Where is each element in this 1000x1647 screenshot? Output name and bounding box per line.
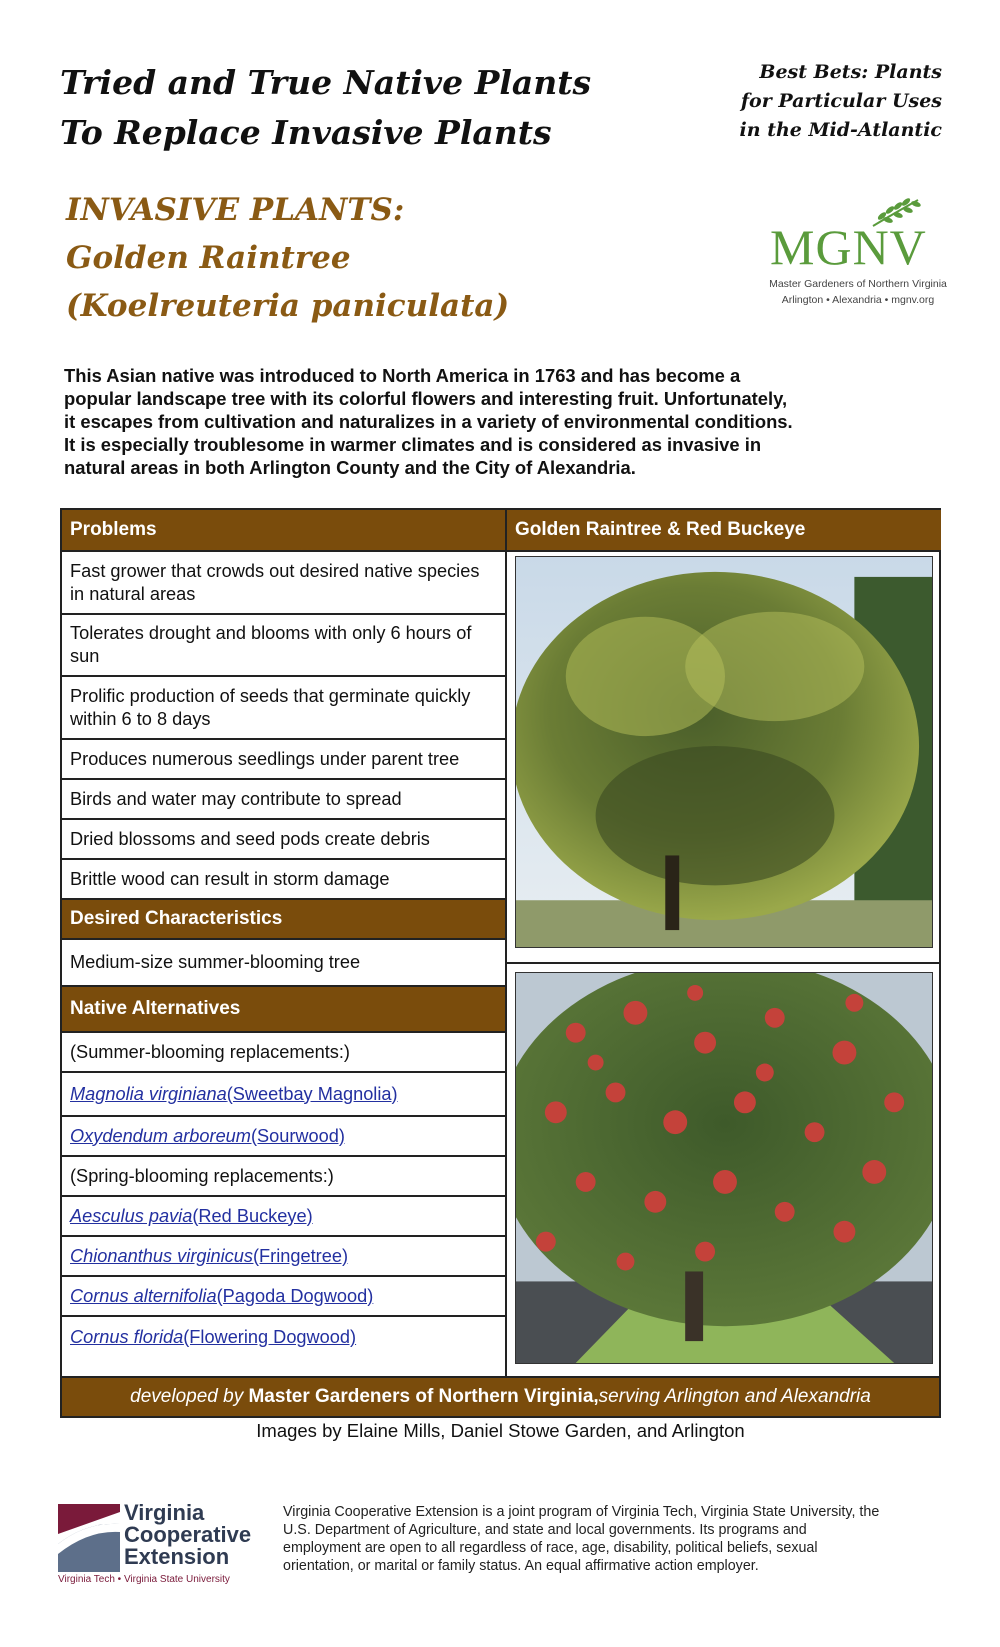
alternative-sci-name: Oxydendum arboreum [70,1125,251,1146]
table-right-column [505,510,941,1378]
alternative-link-red-buckeye[interactable] [62,1197,505,1237]
vce-name-line-3: Extension [124,1544,230,1569]
alternative-link-pagoda-dogwood[interactable] [62,1277,505,1317]
alternative-sci-name: Chionanthus virginicus [70,1245,253,1266]
plant-common-name: Golden Raintree [66,240,351,276]
alternative-common-name: (Pagoda Dogwood) [216,1285,374,1306]
desired-characteristic-row: Medium-size summer-blooming tree [62,940,505,987]
images-header: Golden Raintree & Red Buckeye [507,510,941,552]
title-line-2: To Replace Invasive Plants [60,113,552,152]
alternative-common-name: (Sweetbay Magnolia) [226,1083,398,1104]
alternative-link-flowering-dogwood[interactable] [62,1317,505,1358]
summer-replacements-label: (Summer-blooming replacements:) [62,1033,505,1073]
vce-disclaimer: Virginia Cooperative Extension is a joint program of Virginia Tech, Virginia State University, the U.S. Department of Agriculture, and state and local governments. Its programs and employment are open to all regardless of race, age, disability, political beliefs, sexual orientation, or marital or family status. An equal affirmative action employer. [283,1504,880,1574]
alternative-sci-name: Magnolia virginiana [70,1083,227,1104]
mgnv-logo-locations: Arlington • Alexandria • mgnv.org [781,294,935,306]
best-bets-line-2: for Particular Uses [740,90,942,112]
best-bets-line-1: Best Bets: Plants [759,61,942,83]
mgnv-logo-subtitle: Master Gardeners of Northern Virginia [769,278,947,290]
intro-line-1: This Asian native was introduced to North America in 1763 and has become a [64,365,741,386]
red-buckeye-photo [515,972,933,1364]
plant-scientific-name: (Koelreuteria paniculata) [66,288,510,324]
vce-logo [58,1500,258,1585]
mgnv-logo [758,196,958,316]
alternative-common-name: (Red Buckeye) [192,1205,313,1226]
invasive-label: INVASIVE PLANTS: [66,192,405,228]
alternative-common-name: (Fringetree) [253,1245,349,1266]
spring-replacements-label: (Spring-blooming replacements:) [62,1157,505,1197]
title-line-1: Tried and True Native Plants [60,63,592,102]
invasive-plant-heading [66,186,509,330]
info-table [60,508,941,1418]
developed-by-label: developed by [130,1386,244,1407]
table-left-column [62,510,505,1358]
alternative-link-fringetree[interactable] [62,1237,505,1277]
best-bets-tagline [682,58,942,145]
problem-row: Birds and water may contribute to spread [62,780,505,820]
vce-name-line-2: Cooperative [124,1522,252,1547]
mgnv-org-name: Master Gardeners of Northern Virginia, [248,1386,599,1407]
desired-characteristics-header: Desired Characteristics [62,900,505,940]
best-bets-line-3: in the Mid-Atlantic [739,119,942,141]
problem-row: Prolific production of seeds that germinate quickly within 6 to 8 days [62,677,505,740]
intro-line-2: popular landscape tree with its colorful flowers and interesting fruit. Unfortunately, [64,388,788,409]
problem-row: Produces numerous seedlings under parent tree [62,740,505,780]
problem-row: Fast grower that crowds out desired native species in natural areas [62,552,505,615]
vce-name [124,1502,251,1568]
vce-name-line-1: Virginia [124,1500,205,1525]
serving-label: serving Arlington and Alexandria [598,1386,871,1407]
image-credits: Images by Elaine Mills, Daniel Stowe Garden, and Arlington [256,1420,745,1441]
problem-row: Dried blossoms and seed pods create debris [62,820,505,860]
alternative-sci-name: Aesculus pavia [70,1205,193,1226]
intro-line-4: It is especially troublesome in warmer climates and is considered as invasive in [64,434,762,455]
alternative-sci-name: Cornus alternifolia [70,1285,217,1306]
intro-line-5: natural areas in both Arlington County and the City of Alexandria. [64,457,636,478]
photo-divider [507,962,941,964]
problem-row: Brittle wood can result in storm damage [62,860,505,900]
mgnv-logo-text: MGNV [770,219,927,275]
intro-line-3: it escapes from cultivation and naturalizes in a variety of environmental conditions. [64,411,793,432]
problems-header: Problems [62,510,505,552]
golden-raintree-photo [515,556,933,948]
intro-paragraph [64,364,864,479]
alternative-common-name: (Flowering Dogwood) [183,1327,357,1347]
vce-swoosh-icon [58,1504,120,1572]
alternative-sci-name: Cornus florida [70,1327,184,1347]
alternative-link-magnolia[interactable] [62,1073,505,1117]
developed-by-banner [62,1376,939,1416]
native-alternatives-header: Native Alternatives [62,987,505,1033]
page-title [60,58,680,158]
alternative-link-sourwood[interactable] [62,1117,505,1157]
alternative-common-name: (Sourwood) [250,1125,345,1146]
vce-tagline: Virginia Tech • Virginia State University [58,1574,230,1585]
problem-row: Tolerates drought and blooms with only 6 hours of sun [62,615,505,677]
